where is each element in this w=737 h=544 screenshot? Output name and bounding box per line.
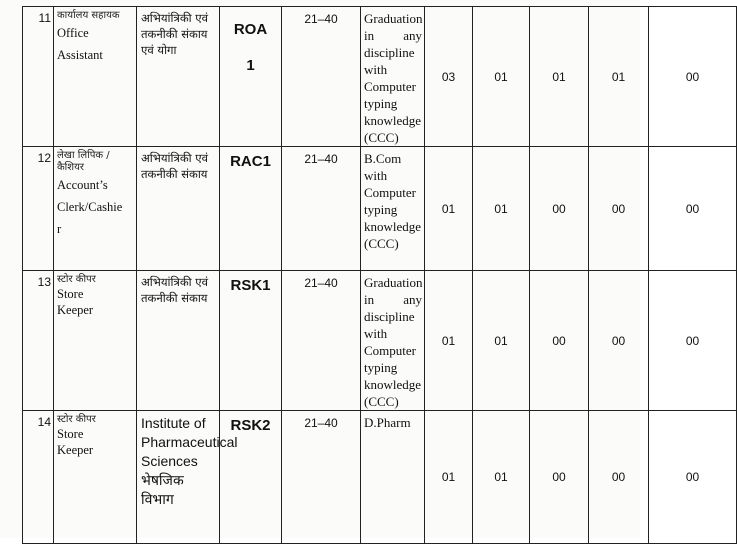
qualification: D.Pharm xyxy=(361,411,425,544)
serial-number: 12 xyxy=(23,147,54,271)
qualification: B.Com with Computer typing knowledge (CCC) xyxy=(361,147,425,271)
department: अभियांत्रिकी एवं तकनीकी संकाय xyxy=(137,147,220,271)
post-name-english: Store xyxy=(57,427,84,441)
department: अभियांत्रिकी एवं तकनीकी संकाय xyxy=(137,271,220,411)
vacancy-value: 01 xyxy=(425,147,473,271)
vacancy-value: 01 xyxy=(473,7,530,147)
post-name-english: Clerk/Cashie xyxy=(57,200,123,214)
qualification: Graduation in any discipline with Computer typing knowledge (CCC) xyxy=(361,271,425,411)
vacancy-value: 01 xyxy=(425,411,473,544)
table-row xyxy=(23,147,737,271)
post-name-hindi: स्टोर कीपर xyxy=(57,414,96,425)
post-code-line: 1 xyxy=(246,57,255,74)
post-name xyxy=(54,7,137,147)
post-code-line: RSK1 xyxy=(230,277,271,294)
vacancy-value: 03 xyxy=(425,7,473,147)
table-row xyxy=(23,7,737,147)
post-name xyxy=(54,271,137,411)
post-code xyxy=(220,411,282,544)
vacancy-value: 00 xyxy=(649,411,737,544)
post-name-english: Keeper xyxy=(57,303,94,317)
vacancy-value: 01 xyxy=(473,411,530,544)
serial-number: 11 xyxy=(23,7,54,147)
serial-number: 13 xyxy=(23,271,54,411)
post-code xyxy=(220,271,282,411)
age-limit: 21–40 xyxy=(282,271,361,411)
post-name-english: Keeper xyxy=(57,443,94,457)
post-code-line: ROA xyxy=(233,21,268,38)
post-name-english: Assistant xyxy=(57,48,103,62)
serial-number: 14 xyxy=(23,411,54,544)
vacancy-value: 00 xyxy=(589,271,649,411)
vacancy-value: 00 xyxy=(589,411,649,544)
vacancy-value: 01 xyxy=(473,271,530,411)
post-code-line: RAC1 xyxy=(230,153,271,170)
vacancy-value: 00 xyxy=(589,147,649,271)
post-code-line: RSK2 xyxy=(230,417,271,434)
vacancy-table xyxy=(22,6,737,544)
vacancy-value: 01 xyxy=(473,147,530,271)
post-code xyxy=(220,147,282,271)
post-name-english: Office xyxy=(57,26,89,40)
post-name-hindi: कार्यालय सहायक xyxy=(57,10,120,21)
vacancy-value: 00 xyxy=(530,147,589,271)
vacancy-value: 01 xyxy=(589,7,649,147)
vacancy-value: 01 xyxy=(530,7,589,147)
table-row xyxy=(23,271,737,411)
post-name-english: r xyxy=(57,222,62,236)
post-name-english: Account’s xyxy=(57,178,108,192)
vacancy-value: 00 xyxy=(649,147,737,271)
post-name-hindi: लेखा लिपिक / कैशियर xyxy=(57,150,110,173)
age-limit: 21–40 xyxy=(282,7,361,147)
vacancy-value: 00 xyxy=(530,411,589,544)
vacancy-value: 00 xyxy=(649,271,737,411)
age-limit: 21–40 xyxy=(282,411,361,544)
table-row xyxy=(23,411,737,544)
qualification: Graduation in any discipline with Computer typing knowledge (CCC) xyxy=(361,7,425,147)
post-name-english: Store xyxy=(57,287,84,301)
department: Institute of Pharmaceutical Sciences भेषजिक विभाग xyxy=(137,411,220,544)
post-code xyxy=(220,7,282,147)
post-name xyxy=(54,411,137,544)
vacancy-value: 00 xyxy=(649,7,737,147)
vacancy-value: 00 xyxy=(530,271,589,411)
vacancy-value: 01 xyxy=(425,271,473,411)
post-name-hindi: स्टोर कीपर xyxy=(57,274,96,285)
department: अभियांत्रिकी एवं तकनीकी संकाय एवं योगा xyxy=(137,7,220,147)
post-name xyxy=(54,147,137,271)
age-limit: 21–40 xyxy=(282,147,361,271)
